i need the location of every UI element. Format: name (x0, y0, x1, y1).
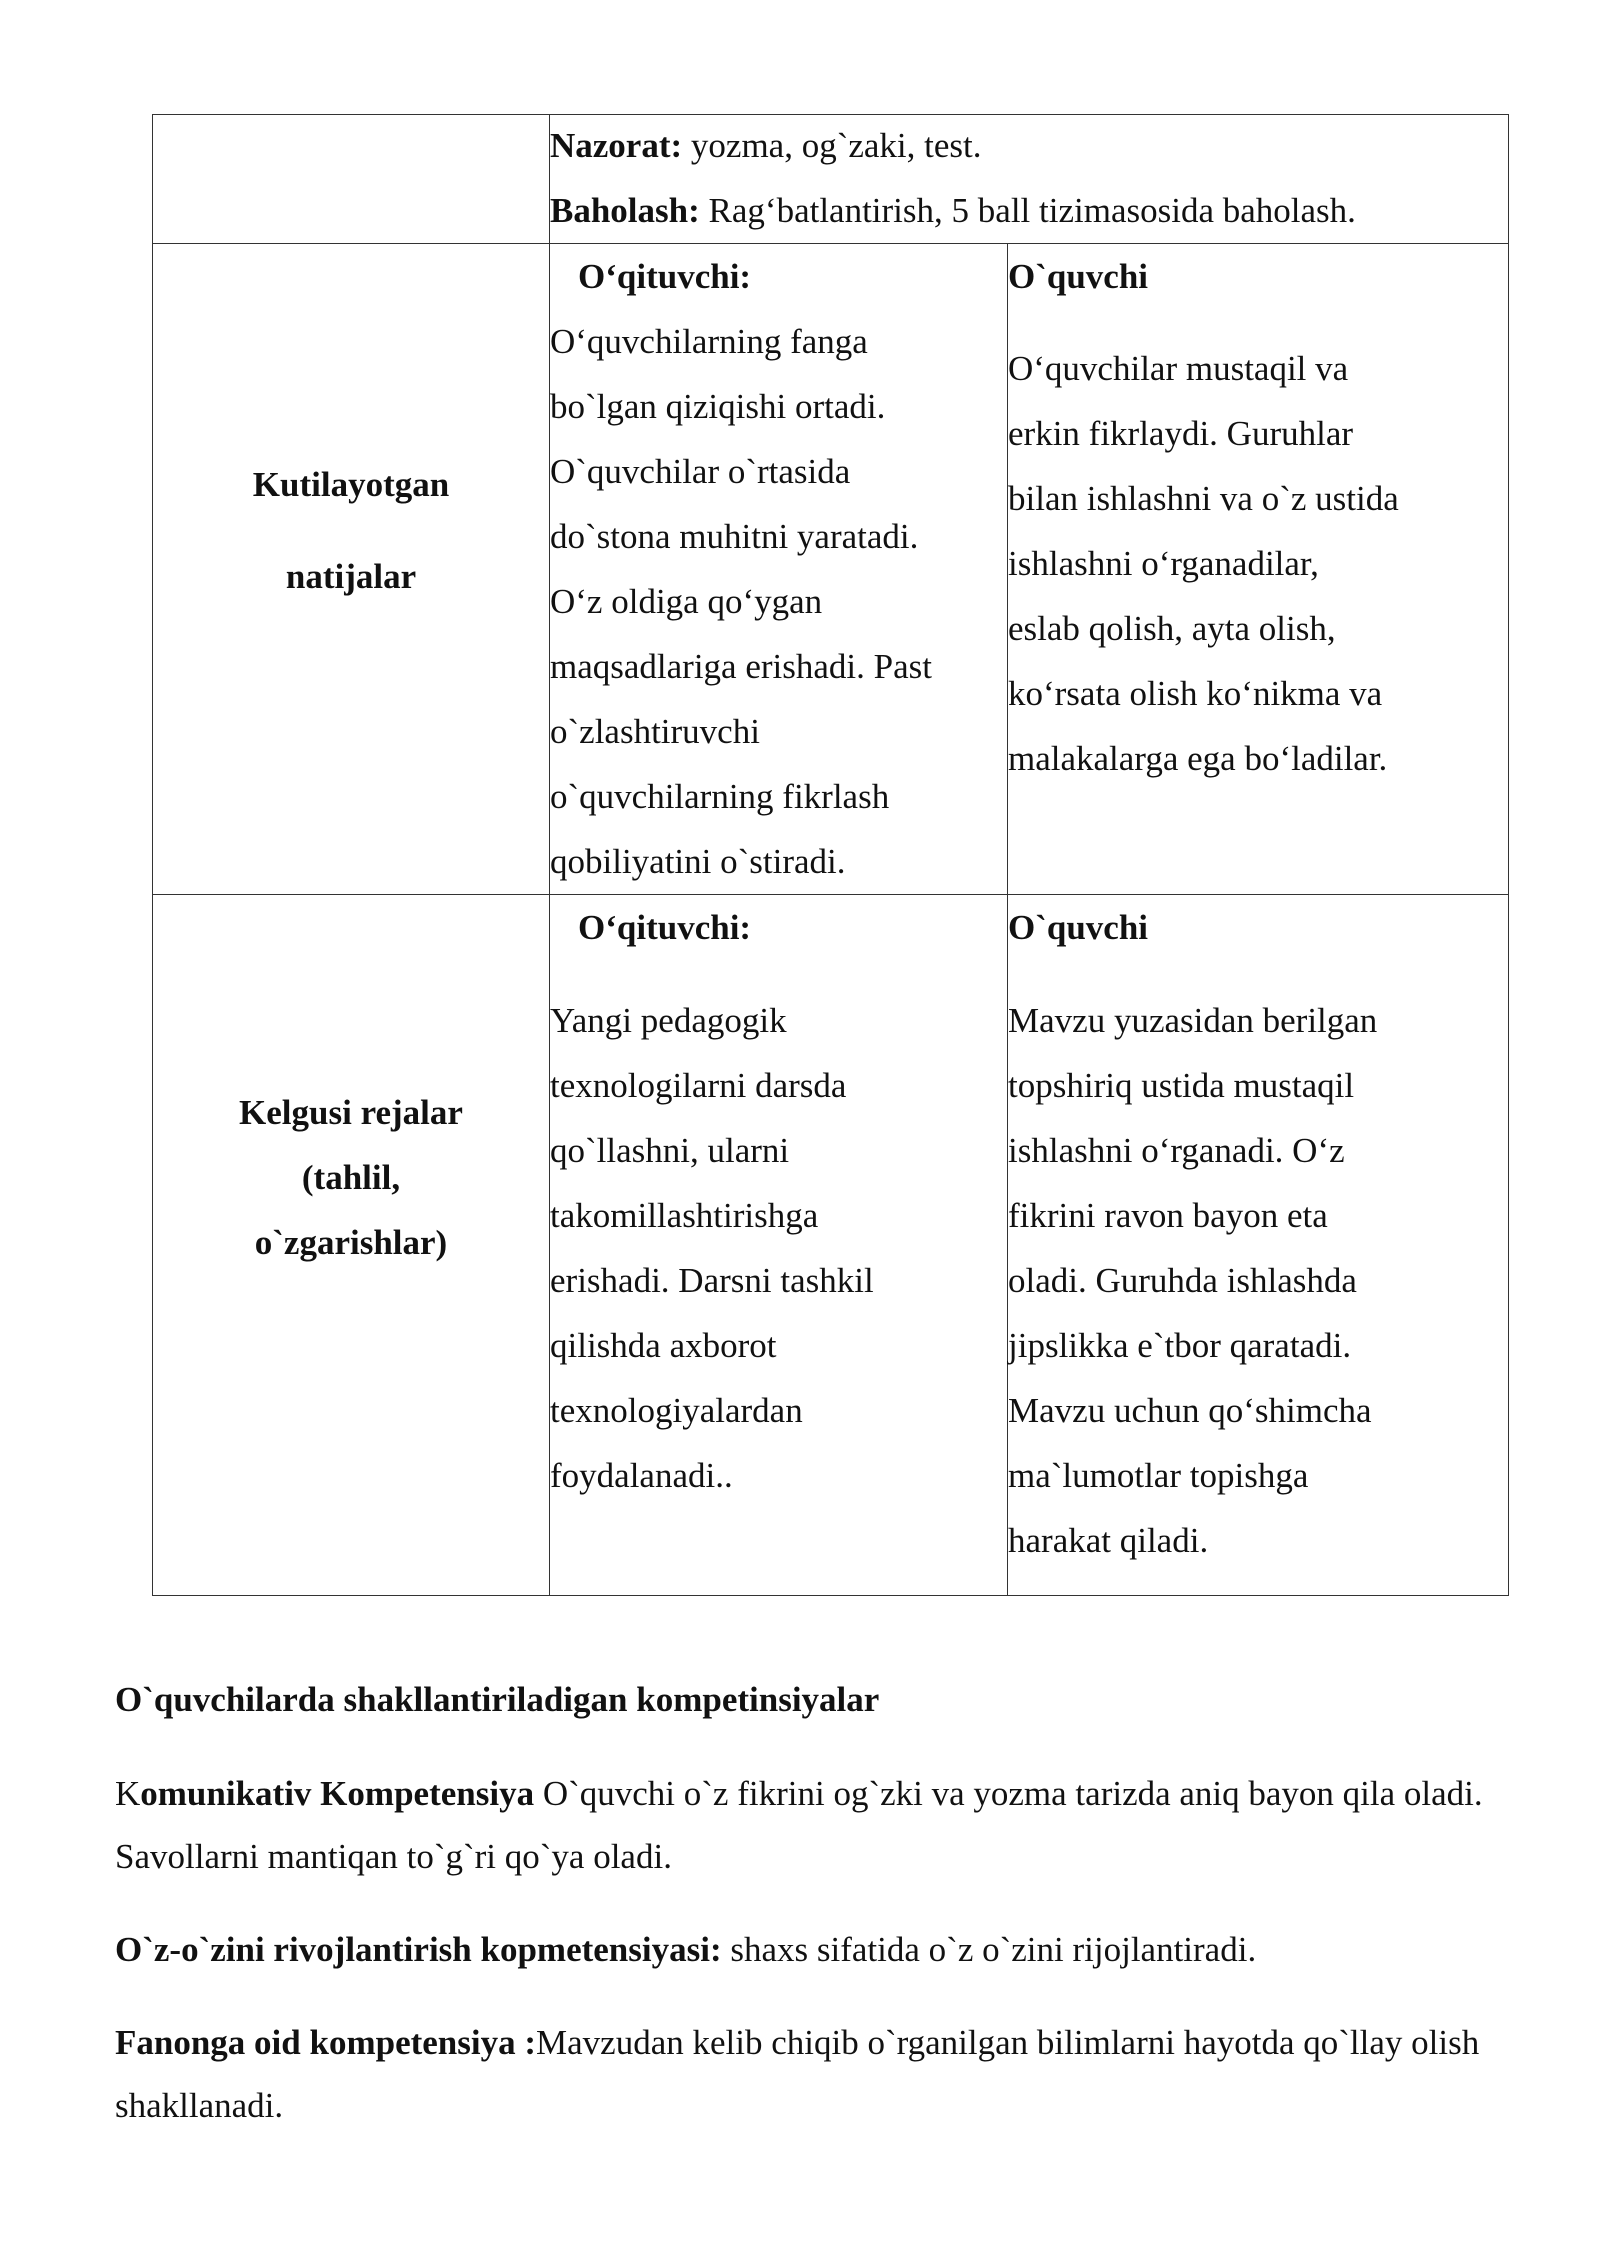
text-line: topshiriq ustida mustaqil (1008, 1066, 1355, 1105)
teacher-heading: O‘qituvchi: (578, 257, 752, 296)
text-line: erishadi. Darsni tashkil (550, 1261, 874, 1300)
student-text (1008, 336, 1508, 791)
text-line: ko‘rsata olish ko‘nikma va (1008, 674, 1383, 713)
competency-communicative (115, 1762, 1515, 1888)
student-heading: O`quvchi (1008, 257, 1149, 296)
text-line: O‘z oldiga qo‘ygan (550, 582, 823, 621)
text-line: o`quvchilarning fikrlash (550, 777, 890, 816)
teacher-heading: O‘qituvchi: (578, 908, 752, 947)
teacher-text (550, 309, 1007, 894)
competencies-heading: O`quvchilarda shakllantiriladigan kompetinsiyalar (115, 1680, 880, 1719)
text-line: takomillashtirishga (550, 1196, 819, 1235)
text-line: ishlashni o‘rganadilar, (1008, 544, 1319, 583)
text-line: do`stona muhitni yaratadi. (550, 517, 919, 556)
text-line: erkin fikrlaydi. Guruhlar (1008, 414, 1354, 453)
table-row-expected-results (153, 244, 1509, 895)
row-label-line: Kelgusi rejalar (239, 1093, 463, 1132)
text-line: jipslikka e`tbor qaratadi. (1008, 1326, 1352, 1365)
competency-self-development (115, 1918, 1515, 1981)
expected-results-label-cell (153, 244, 550, 895)
competency-subject (115, 2011, 1515, 2137)
baholash-text: Rag‘batlantirish, 5 ball tizimasosida baholash. (699, 191, 1356, 230)
teacher-text (550, 988, 1007, 1508)
table-row-future-plans (153, 895, 1509, 1596)
text-line: qilishda axborot (550, 1326, 777, 1365)
competency-text: Mavzudan kelib chiqib o`rganilgan bilimlarni hayotda qo`llay olish shakllanadi. (115, 2023, 1480, 2125)
text-line: texnologilarni darsda (550, 1066, 847, 1105)
competencies-heading-block (115, 1668, 1515, 1731)
lesson-plan-table (152, 114, 1509, 1596)
text-line: bo`lgan qiziqishi ortadi. (550, 387, 886, 426)
competency-title: omunikativ Kompetensiya (140, 1774, 535, 1813)
text-line: foydalanadi.. (550, 1456, 733, 1495)
text-line: Mavzu yuzasidan berilgan (1008, 1001, 1378, 1040)
competency-text: O`quvchi o`z fikrini og`zki va yozma tarizda aniq bayon qila oladi. Savollarni mantiqan to`g`ri qo`ya oladi. (115, 1774, 1483, 1876)
student-text (1008, 988, 1508, 1573)
table-row-assessment (153, 115, 1509, 244)
baholash-label: Baholash: (550, 191, 700, 230)
text-line: malakalarga ega bo‘ladilar. (1008, 739, 1388, 778)
text-line: eslab qolish, ayta olish, (1008, 609, 1336, 648)
competency-prefix: K (115, 1774, 141, 1813)
row-label-line: Kutilayotgan (252, 465, 450, 504)
text-line: ishlashni o‘rganadi. O‘z (1008, 1131, 1345, 1170)
text-line: O`quvchilar o`rtasida (550, 452, 851, 491)
nazorat-text: yozma, og`zaki, test. (682, 126, 982, 165)
text-line: oladi. Guruhda ishlashda (1008, 1261, 1357, 1300)
text-line: maqsadlariga erishadi. Past (550, 647, 932, 686)
text-line: fikrini ravon bayon eta (1008, 1196, 1328, 1235)
text-line: texnologiyalardan (550, 1391, 803, 1430)
text-line: bilan ishlashni va o`z ustida (1008, 479, 1399, 518)
assessment-cell (550, 115, 1509, 244)
competency-text: shaxs sifatida o`z o`zini rijojlantiradi. (721, 1930, 1257, 1969)
competency-title: O`z-o`zini rivojlantirish kopmetensiyasi: (115, 1930, 722, 1969)
row-label-line: natijalar (285, 557, 417, 596)
text-line: Mavzu uchun qo‘shimcha (1008, 1391, 1372, 1430)
text-line: qo`llashni, ularni (550, 1131, 790, 1170)
row-label-line: o`zgarishlar) (254, 1223, 448, 1262)
student-cell (1008, 895, 1509, 1596)
empty-label-cell (153, 115, 550, 244)
text-line: qobiliyatini o`stiradi. (550, 842, 846, 881)
text-line: ma`lumotlar topishga (1008, 1456, 1309, 1495)
teacher-cell (550, 895, 1008, 1596)
text-line: harakat qiladi. (1008, 1521, 1209, 1560)
student-cell (1008, 244, 1509, 895)
student-heading: O`quvchi (1008, 908, 1149, 947)
text-line: Yangi pedagogik (550, 1001, 787, 1040)
nazorat-label: Nazorat: (550, 126, 683, 165)
future-plans-label-cell (153, 895, 550, 1596)
text-line: O‘quvchilar mustaqil va (1008, 349, 1349, 388)
text-line: O‘quvchilarning fanga (550, 322, 868, 361)
teacher-cell (550, 244, 1008, 895)
row-label-line: (tahlil, (301, 1158, 401, 1197)
competency-title: Fanonga oid kompetensiya : (115, 2023, 537, 2062)
text-line: o`zlashtiruvchi (550, 712, 760, 751)
